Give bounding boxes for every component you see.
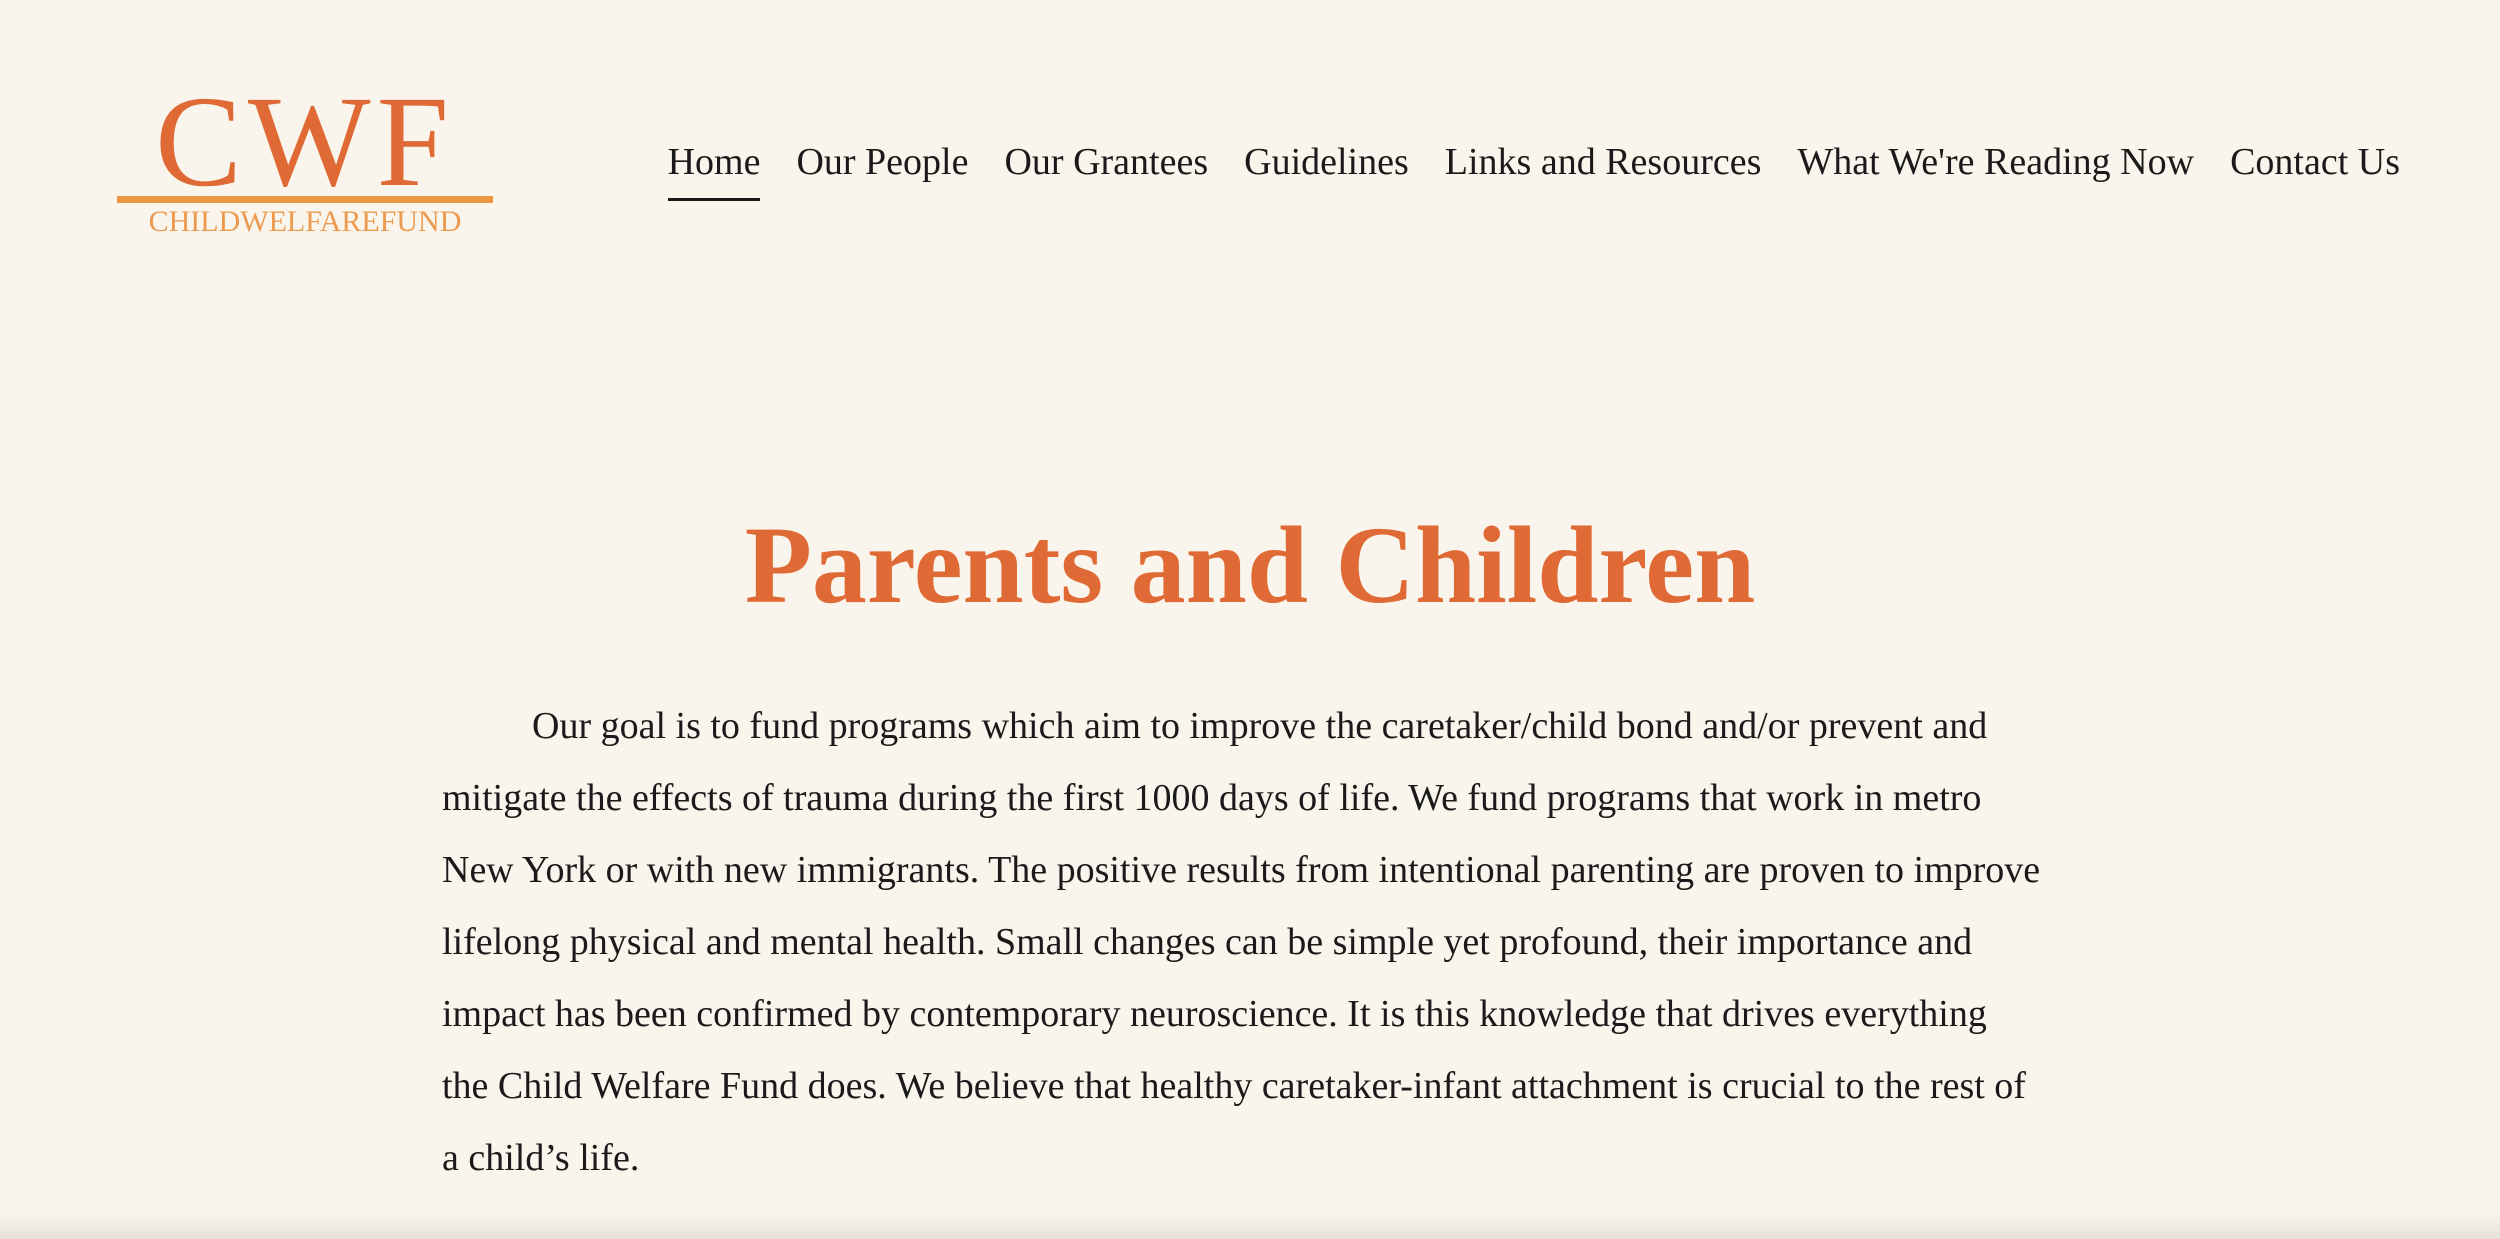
nav-item-guidelines[interactable]: Guidelines xyxy=(1244,141,1409,183)
logo-divider xyxy=(117,196,493,203)
nav-item-links-and-resources[interactable]: Links and Resources xyxy=(1444,141,1762,183)
nav-item-what-were-reading-now[interactable]: What We're Reading Now xyxy=(1797,141,2195,183)
nav-item-our-people[interactable]: Our People xyxy=(796,141,969,183)
logo-subtitle: CHILDWELFAREFUND xyxy=(148,205,462,238)
nav-item-contact-us[interactable]: Contact Us xyxy=(2230,141,2400,183)
intro-paragraph: Our goal is to fund programs which aim to improve the caretaker/child bond and/or prevent and mitigate the effects of trauma during the first 1000 days of life. We fund programs that work in metro New York or with new immigrants. The positive results from intentional parenting are proven to improve lifelong physical and mental health. Small changes can be simple yet profound, their importance and impact has been confirmed by contemporary neuroscience. It is this knowledge that drives everything the Child Welfare Fund does. We believe that healthy caretaker-infant attachment is crucial to the rest of a child’s life. xyxy=(442,705,2041,1179)
page-title: Parents and Children xyxy=(744,504,1756,626)
bottom-edge-shadow xyxy=(0,1213,2500,1239)
main-content xyxy=(0,500,2500,1179)
logo-mark: CWF xyxy=(155,82,455,194)
nav-item-our-grantees[interactable]: Our Grantees xyxy=(1004,141,1209,183)
site-header xyxy=(0,0,2500,300)
nav-item-home[interactable]: Home xyxy=(668,138,761,201)
main-nav xyxy=(668,138,2400,201)
site-logo[interactable] xyxy=(117,82,493,242)
